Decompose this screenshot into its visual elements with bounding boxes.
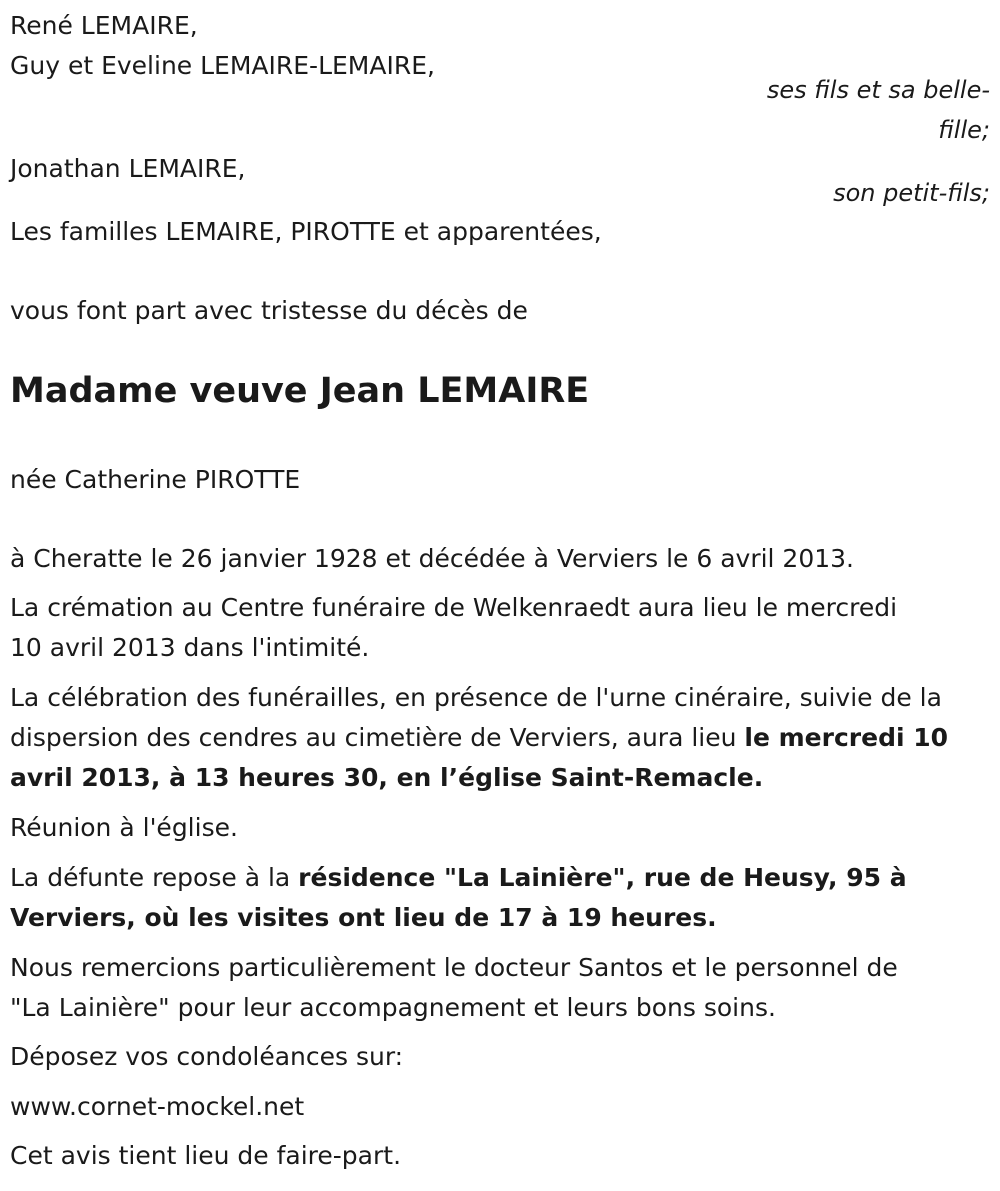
- relation-sons: ses fils et sa belle-: [766, 76, 990, 104]
- cremation-line-1: La crémation au Centre funéraire de Welkenraedt aura lieu le mercredi: [10, 593, 898, 622]
- deceased-name: Madame veuve Jean LEMAIRE: [10, 371, 590, 411]
- rest-line-2: Verviers, où les visites ont lieu de 17 à 19 heures.: [10, 903, 717, 932]
- relation-grandson: son petit-fils;: [833, 179, 990, 207]
- funeral-line-2: [10, 718, 948, 758]
- condolences-text: Déposez vos condoléances sur:: [10, 1042, 404, 1071]
- rest-residence-bold: résidence "La Lainière", rue de Heusy, 95 à: [298, 863, 907, 892]
- intro-text: vous font part avec tristesse du décès de: [10, 296, 528, 325]
- relation-sons-cont: fille;: [938, 116, 990, 144]
- signatory-families: Les familles LEMAIRE, PIROTTE et apparentées,: [10, 217, 602, 246]
- cremation-line-2: 10 avril 2013 dans l'intimité.: [10, 633, 370, 662]
- funeral-line-2-text: dispersion des cendres au cimetière de Verviers, aura lieu: [10, 723, 745, 752]
- rest-line-1: [10, 858, 907, 898]
- maiden-name: née Catherine PIROTTE: [10, 465, 301, 494]
- funeral-line-1: La célébration des funérailles, en présence de l'urne cinéraire, suivie de la: [10, 683, 942, 712]
- notice-text: Cet avis tient lieu de faire-part.: [10, 1141, 402, 1170]
- signatory-rene: René LEMAIRE,: [10, 11, 198, 40]
- signatory-guy-eveline: Guy et Eveline LEMAIRE-LEMAIRE,: [10, 51, 435, 80]
- website-link[interactable]: www.cornet-mockel.net: [10, 1092, 305, 1121]
- reunion-text: Réunion à l'église.: [10, 813, 238, 842]
- rest-line-1-text: La défunte repose à la: [10, 863, 299, 892]
- thanks-line-2: "La Lainière" pour leur accompagnement et leurs bons soins.: [10, 993, 776, 1022]
- funeral-date-bold: le mercredi 10: [744, 723, 949, 752]
- birth-death: à Cheratte le 26 janvier 1928 et décédée à Verviers le 6 avril 2013.: [10, 544, 855, 573]
- signatory-jonathan: Jonathan LEMAIRE,: [10, 154, 246, 183]
- funeral-line-3: avril 2013, à 13 heures 30, en l’église Saint-Remacle.: [10, 763, 764, 792]
- thanks-line-1: Nous remercions particulièrement le docteur Santos et le personnel de: [10, 953, 898, 982]
